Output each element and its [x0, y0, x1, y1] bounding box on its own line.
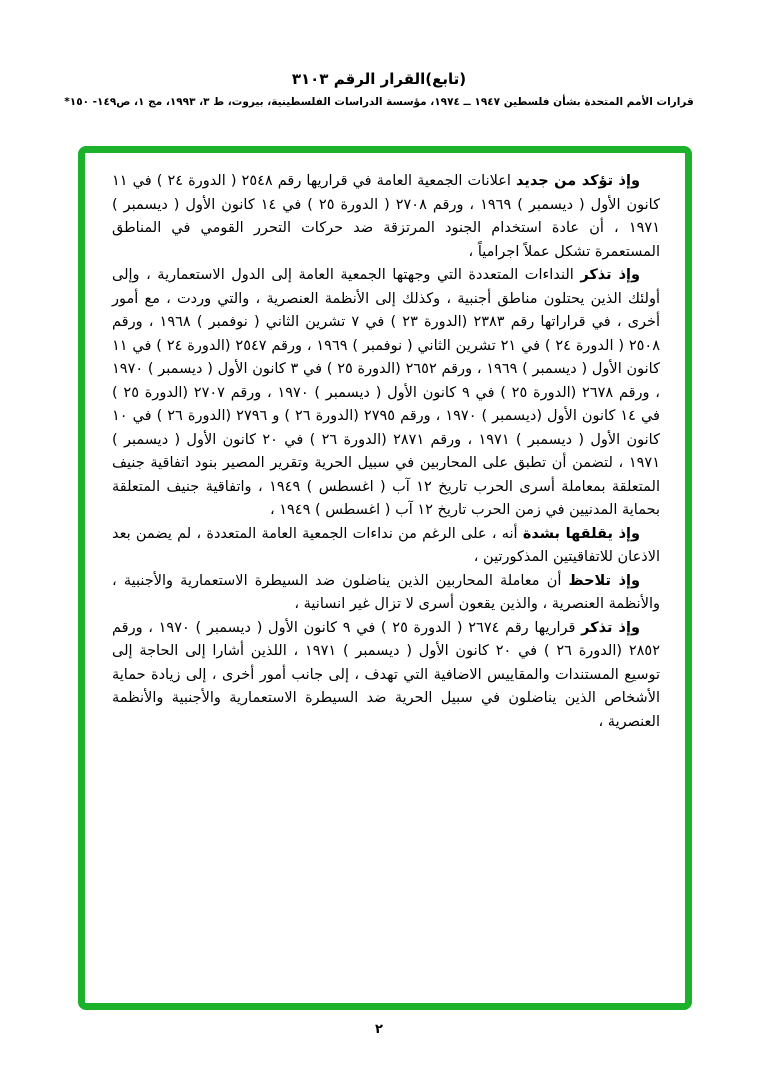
paragraph-lead: وإذ يقلقها بشدة — [522, 525, 640, 542]
content-border-box — [78, 146, 692, 1010]
page-number: ٢ — [375, 1022, 383, 1037]
body-paragraph — [112, 523, 660, 570]
paragraph-text: اعلانات الجمعية العامة في قراريها رقم ٢٥٤٨ ( الدورة ٢٤ ) في ١١ كانون الأول ( ديسمبر ) ١٩٦٩ ، ورقم ٢٧٠٨ ( الدورة ٢٥ ) في ١٤ كانون الأول ( ديسمبر ) ١٩٧١ ، أن عادة استخدام الجنود المرتزقة ضد حركات التحرر القومي في المناطق المستعمرة تشكل عملاً اجرامياً ، — [112, 173, 660, 260]
paragraph-text: قراريها رقم ٢٦٧٤ ( الدورة ٢٥ ) في ٩ كانون الأول ( ديسمبر ) ١٩٧٠ ، ورقم ٢٨٥٢ (الدورة ٢٦ ) في ٢٠ كانون الأول ( ديسمبر ) ١٩٧١ ، اللذين أشارا إلى الحاجة إلى توسيع المستندات والمقاييس الاضافية التي تهدف ، إلى جانب أمور أخرى ، إلى زيادة حماية الأشخاص الذين يناضلون في سبيل الحرية ضد السيطرة الاستعمارية والأجنبية والأنظمة العنصرية ، — [112, 619, 660, 730]
body-paragraph — [112, 170, 660, 264]
paragraph-lead: وإذ تلاحظ — [568, 572, 641, 589]
resolution-text-block — [112, 170, 660, 734]
paragraph-lead: وإذ تذكر — [580, 267, 640, 283]
body-paragraph — [112, 617, 660, 735]
body-paragraph — [112, 264, 660, 523]
paragraph-lead: وإذ تذكر — [581, 619, 640, 636]
body-paragraph — [112, 570, 660, 617]
paragraph-text: النداءات المتعددة التي وجهتها الجمعية العامة إلى الدول الاستعمارية ، وإلى أولئك الذين يحتلون مناطق أجنبية ، وكذلك إلى الأنظمة العنصرية ، والتي وردت ، مع أمور أخرى ، في قراراتها رقم ٢٣٨٣ (الدورة ٢٣ ) في ٧ تشرين الثاني ( نوفمبر ) ١٩٦٨ ، ورقم ٢٥٠٨ ( الدورة ٢٤ ) في ٢١ تشرين الثاني ( نوفمبر ) ١٩٦٩ ، ورقم ٢٥٤٧ (الدورة ٢٤ ) في ١١ كانون الأول ( ديسمبر ) ١٩٦٩ ، ورقم ٢٦٥٢ (الدورة ٢٥ ) في ٣ كانون الأول ( ديسمبر ) ١٩٧٠ ، ورقم ٢٦٧٨ (الدورة ٢٥ ) في ٩ كانون الأول ( ديسمبر ) ١٩٧٠ ، ورقم ٢٧٠٧ (الدورة ٢٥ ) في ١٤ كانون الأول (ديسمبر ) ١٩٧٠ ، ورقم ٢٧٩٥ (الدورة ٢٦ ) و ٢٧٩٦ (الدورة ٢٦ ) في ١٠ كانون الأول ( ديسمبر ) ١٩٧١ ، ورقم ٢٨٧١ (الدورة ٢٦ ) في ٢٠ كانون الأول ( ديسمبر ) ١٩٧١ ، لتضمن أن تطبق على المحاربين في سبيل الحرية وتقرير المصير بنود اتفاقية جنيف المتعلقة بمعاملة أسرى الحرب تاريخ ١٢ آب ( اغسطس ) ١٩٤٩ ، واتفاقية جنيف المتعلقة بحماية المدنيين في زمن الحرب تاريخ ١٢ آب ( اغسطس ) ١٩٤٩ ، — [112, 267, 660, 518]
paragraph-text: أنه ، على الرغم من نداءات الجمعية العامة المتعددة ، لم يضمن بعد الاذعان للاتفاقيتين المذكورتين ، — [112, 525, 660, 565]
resolution-title: (تابع)القرار الرقم ٣١٠٣ — [291, 70, 467, 88]
paragraph-lead: وإذ تؤكد من جديد — [516, 173, 640, 189]
paragraph-text: أن معاملة المحاربين الذين يناضلون ضد السيطرة الاستعمارية والأجنبية ، والأنظمة العنصرية ، والذين يقعون أسرى لا تزال غير انسانية ، — [112, 572, 660, 612]
source-citation: قرارات الأمم المتحدة بشأن فلسطين ١٩٤٧ ــ ١٩٧٤، مؤسسة الدراسات الفلسطينية، بيروت، ط ٣، ١٩٩٣، مج ١، ص١٤٩- ١٥٠* — [64, 96, 694, 108]
page-header — [0, 70, 758, 108]
